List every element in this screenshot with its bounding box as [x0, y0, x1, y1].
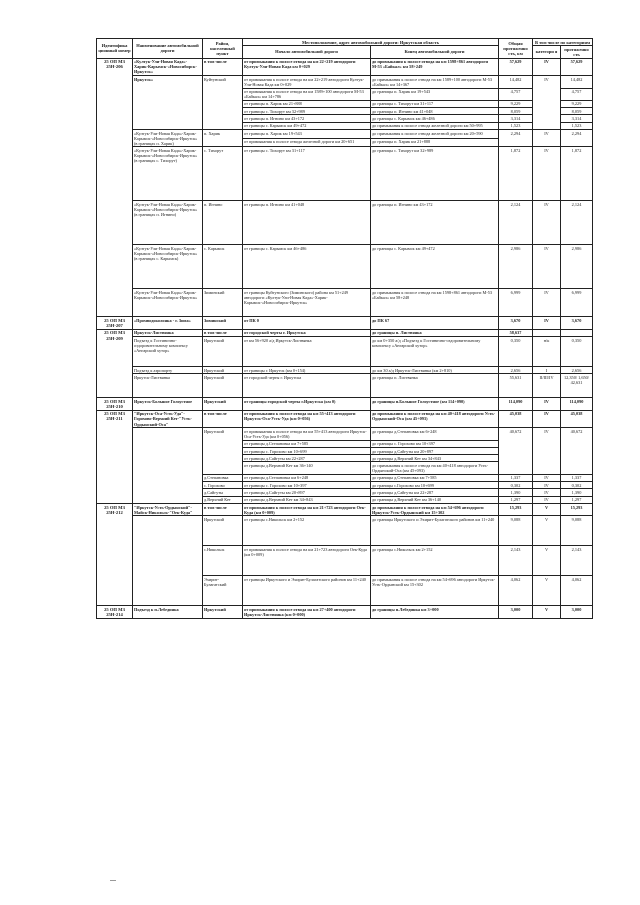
cell-start: от примыкания к полосе отвода железной дороги км 20+651 [243, 138, 371, 147]
cell-length: 1,390 [499, 489, 533, 496]
cell-end: до примыкания к полосе отвода железной дороги км 50+995 [371, 122, 499, 129]
cell-cat: IV [533, 398, 561, 410]
cell-name: "Иркутск-Оса-Усть-Уда"-Горохово-Верхний Кет-"Усть-Ордынский-Оса" [133, 410, 203, 427]
cell-start: от примыкания к полосе отвода на км 1589+100 автодороги М-53 «Байкал» км 14+786 [243, 88, 371, 100]
cell-cat: IV [533, 201, 561, 245]
cell-name: Подъезд к Гостинично-оздоровительному комплексу «Ангарский хутор» [133, 337, 203, 367]
cell-start: от границы д.Сайгуты км 20+897 [243, 489, 371, 496]
cell-catlen: 1,523 [561, 122, 593, 129]
cell-length: 8,059 [499, 108, 533, 115]
cell-length: 1,297 [499, 496, 533, 503]
cell-cat: V [533, 503, 561, 515]
cell-cat: IV [533, 474, 561, 481]
cell-district: д.Степановка [203, 474, 243, 481]
cell-start: от границы с. Тихорут км 31+117 [243, 147, 371, 201]
cell-catlen: 45,038 [561, 410, 593, 427]
cell-catlen: 15,293 [561, 503, 593, 515]
cell-start: от границы п. Харик км 19+543 [243, 130, 371, 139]
cell-name [133, 428, 203, 504]
cell-catlen: 14,482 [561, 76, 593, 88]
cell-name [133, 516, 203, 606]
cell-start: от границы п. Игнино км 43+172 [243, 115, 371, 122]
header-id: Идентифика ционный номер [97, 39, 133, 59]
cell-start: от примыкания к полосе отвода на км 55+413 автодороги Иркутск-Оса-Усть-Уда (км 0+056) [243, 410, 371, 427]
cell-start: от границы с. Карымск км 46+486 [243, 245, 371, 289]
cell-district: Иркутский [203, 428, 243, 475]
cell-district: Куйтунский [203, 76, 243, 130]
cell-catlen: 57,629 [561, 58, 593, 75]
cell-start: от границы п. Харик км 21+888 [243, 100, 371, 107]
cell-catlen: 3,314 [561, 115, 593, 122]
cell-end: до границы с. Тихорут км 32+989 [371, 147, 499, 201]
cell-length: 9,088 [499, 516, 533, 546]
road-id: 25 ОП МЗ 25Н-212 [97, 503, 133, 605]
road-register-table [96, 38, 593, 619]
cell-end: до км 0+350 а/д «Подъезд к Гостинично-оздоровительному комплексу «Ангарский хутор» [371, 337, 499, 367]
cell-length: 0,302 [499, 482, 533, 489]
cell-cat: IV [533, 130, 561, 147]
cell-start: от примыкания к полосе отвода на км 21+723 автодороги Оек-Куда (км 0+009) [243, 503, 371, 515]
cell-cat: IV [533, 76, 561, 130]
cell-end: до границы п. Игнино км 41+048 [371, 108, 499, 115]
cell-district: п. Харик [203, 130, 243, 147]
cell-end: до примыкания к полосе отвода на км 1589+100 автодороги М-53 «Байкал» км 14+367 [371, 76, 499, 88]
table-row [97, 398, 593, 410]
cell-cat: I [533, 367, 561, 374]
cell-start: от примыкания к полосе отвода на км 55+413 автодороги Иркутск-Оса-Усть-Уда (км 0+056) [243, 428, 371, 440]
cell-name: Иркутск-Большое Голоустное [133, 398, 203, 410]
cell-catlen: 1,390 [561, 489, 593, 496]
cell-catlen: 2,124 [561, 201, 593, 245]
cell-catlen: 4,062 [561, 576, 593, 606]
header-name: Наименование автомобильной дороги [133, 39, 203, 59]
cell-cat: IV [533, 317, 561, 329]
cell-end: до границы п. Листвянка [371, 374, 499, 398]
cell-cat [533, 329, 561, 336]
header-end: Конец автомобильной дороги [371, 46, 499, 58]
cell-catlen: 4,757 [561, 88, 593, 100]
cell-start: от границы д.Степановка км 6+248 [243, 474, 371, 481]
cell-length: 2,124 [499, 201, 533, 245]
cell-district: в том числе [203, 410, 243, 427]
cell-cat: н/к [533, 337, 561, 367]
header-location: Местоположение, адрес автомобильной дороги: Иркутская область [243, 39, 499, 46]
cell-district: Иркутский [203, 516, 243, 546]
road-id: 25 ОП МЗ 25Н-207 [97, 317, 133, 329]
cell-end: до границы п. Игнино км 43+172 [371, 201, 499, 245]
document-page [96, 38, 592, 619]
cell-end: до границы п. Листвянка [371, 329, 499, 336]
cell-name: Иркутск» [133, 76, 203, 130]
cell-name: Иркутск-Листвянка [133, 329, 203, 336]
table-row [97, 516, 593, 546]
cell-length: 4,757 [499, 88, 533, 100]
cell-length: 2,986 [499, 245, 533, 289]
cell-district: Иркутский [203, 606, 243, 618]
cell-start: от городской черты г. Иркутска [243, 329, 371, 336]
cell-end: до границы д.Верхний Кет км 34+843 [371, 455, 499, 462]
cell-end: до примыкания к полосе отвода на км 54+696 автодороги Иркутск-Усть-Ордынский км 15+302 [371, 503, 499, 515]
cell-district: Зиминский [203, 289, 243, 317]
road-id: 25 ОП МЗ 25Н-206 [97, 58, 133, 317]
cell-cat: IV [533, 245, 561, 289]
cell-end: до границы п.Лебединка км 3+000 [371, 606, 499, 618]
cell-catlen: 3,000 [561, 606, 593, 618]
cell-end: до границы с. Горохово км 10+397 [371, 440, 499, 447]
cell-catlen: 9,088 [561, 516, 593, 546]
cell-district: д.Верхний Кет [203, 496, 243, 503]
cell-length: 3,000 [499, 606, 533, 618]
cell-name: "Иркутск-Усть-Ордынский"-Майск-Никольск-"Оек-Куда" [133, 503, 203, 515]
cell-district: п. Игнино [203, 201, 243, 245]
cell-name: «Култук-Ули-Новая Када»-Харик-Карымск-«Новосибирск-Иркутск» (в границах с. Тихорут) [133, 147, 203, 201]
cell-cat: V [533, 546, 561, 576]
cell-district: в том числе [203, 329, 243, 336]
cell-start: от границы городской черты г.Иркутска (км 0) [243, 398, 371, 410]
cell-name: «Култук-Ули-Новая Када»-Харик-Карымск-«Новосибирск-Иркутск» [133, 289, 203, 317]
cell-end: до границы с. Тихорут км 31+117 [371, 100, 499, 107]
cell-end: до границы д.Степановка км 7+585 [371, 474, 499, 481]
cell-start: от границы д.Верхний Кет км 36+140 [243, 462, 371, 474]
cell-name: «Култук-Ули-Новая Када»-Харик-Карымск-«Новосибирск-Иркутск» (в границах п. Харик) [133, 130, 203, 147]
cell-district: с. Тихорут [203, 147, 243, 201]
cell-length: 57,629 [499, 58, 533, 75]
cell-start: от примыкания к полосе отвода на км 21+723 автодороги Оек-Куда (км 0+009) [243, 546, 371, 576]
cell-cat: IV [533, 482, 561, 489]
cell-name: «Промводоколонка - г. Зима» [133, 317, 203, 329]
cell-length: 114,090 [499, 398, 533, 410]
cell-district: Иркутский [203, 398, 243, 410]
cell-length: 2,143 [499, 546, 533, 576]
cell-length: 9,229 [499, 100, 533, 107]
cell-end: до границы д.Верхний Кет км 36+140 [371, 496, 499, 503]
road-id: 25 ОП МЗ 25Н-211 [97, 410, 133, 503]
cell-end: до границы п.Большое Голоустное (км 114+090) [371, 398, 499, 410]
cell-end: до примыкания к полосе отвода железной дороги км 20+590 [371, 130, 499, 139]
header-cat: категори я [533, 46, 561, 58]
cell-start: от границы д.Сайгуты км 22+287 [243, 455, 371, 462]
cell-length: 6,999 [499, 289, 533, 317]
table-row [97, 410, 593, 427]
cell-length: 58,637 [499, 329, 533, 336]
cell-name: «Култук-Ули-Новая Када»-Харик-Карымск-«Новосибирск-Иркутск» (в границах п. Игнино) [133, 201, 203, 245]
table-row [97, 503, 593, 515]
cell-start: от примыкания к полосе отвода на км 22+219 автодороги Култук-Ули-Новая Када км 0+029 [243, 58, 371, 75]
cell-start: от границы п. Игнино км 41+048 [243, 201, 371, 245]
cell-cat: V [533, 576, 561, 606]
cell-catlen: 0,350 [561, 337, 593, 367]
cell-start: от км 56+920 а/д Иркутск-Листвянка [243, 337, 371, 367]
road-id: 25 ОП МЗ 25Н-210 [97, 398, 133, 410]
cell-start: от границы д.Степановка км 7+585 [243, 440, 371, 447]
cell-district: д.Сайгуты [203, 489, 243, 496]
cell-district: с. Карымск [203, 245, 243, 289]
table-row [97, 130, 593, 139]
cell-cat: IV [533, 289, 561, 317]
cell-length: 15,293 [499, 503, 533, 515]
cell-cat: IV [533, 489, 561, 496]
cell-start: от границы с. Горохово км 10+699 [243, 447, 371, 454]
cell-length: 3,670 [499, 317, 533, 329]
cell-end: до границы с.Никольск км 2+152 [371, 546, 499, 576]
road-id: 25 ОП МЗ 25Н-209 [97, 329, 133, 398]
table-row [97, 289, 593, 317]
cell-length: 4,062 [499, 576, 533, 606]
cell-length: 1,337 [499, 474, 533, 481]
cell-catlen: 1,297 [561, 496, 593, 503]
cell-district: Иркутский [203, 337, 243, 367]
cell-end: до границы с. Карымск км 46+486 [371, 115, 499, 122]
cell-length: 3,314 [499, 115, 533, 122]
cell-start: от примыкания к полосе отвода на км 22+219 автодороги Култук-Ули-Новая Када км 0+029 [243, 76, 371, 88]
cell-end: до примыкания к полосе отвода на км 40+418 автодороги Усть-Ордынский-Оса (км 45+093) [371, 462, 499, 474]
cell-length: 2,294 [499, 130, 533, 147]
cell-start: от примыкания к полосе отвода на км 27+400 автодороги Иркутск-Листвянка (км 0+000) [243, 606, 371, 618]
cell-district: с. Горохово [203, 482, 243, 489]
cell-start: от городской черты г. Иркутска [243, 374, 371, 398]
cell-start: от ПК 0 [243, 317, 371, 329]
cell-length: 0,350 [499, 337, 533, 367]
cell-name: Иркутск-Листвянка [133, 374, 203, 398]
cell-end: до границы д.Сайгуты км 22+287 [371, 489, 499, 496]
cell-cat: IV [533, 428, 561, 475]
header-incl: В том числе по категориям [533, 39, 593, 46]
table-row [97, 201, 593, 245]
table-row [97, 76, 593, 88]
cell-district: Зиминский [203, 317, 243, 329]
cell-length: 1,872 [499, 147, 533, 201]
cell-start: от границы г. Иркутск (км 0+154) [243, 367, 371, 374]
cell-district: в том числе [203, 503, 243, 515]
cell-catlen: 3,670 [561, 317, 593, 329]
cell-cat: II/III/IV [533, 374, 561, 398]
cell-start: от границы д.Верхний Кет км 34+843 [243, 496, 371, 503]
cell-name: Подъезд к п.Лебединка [133, 606, 203, 618]
table-row [97, 58, 593, 75]
cell-catlen: 2,294 [561, 130, 593, 147]
cell-end: до границы Иркутского и Эхирит-Булагатского районов км 11+240 [371, 516, 499, 546]
cell-cat: V [533, 606, 561, 618]
cell-length: 45,038 [499, 410, 533, 427]
table-row [97, 317, 593, 329]
header-district: Район, населенный пункт [203, 39, 243, 59]
cell-catlen: 2,656 [561, 367, 593, 374]
page-footer-mark [110, 880, 116, 881]
cell-catlen: 8,059 [561, 108, 593, 115]
cell-end: до границы п. Харик км 21+888 [371, 138, 499, 147]
cell-end: до км 30 а/д Иркутск-Листвянка (км 2+810) [371, 367, 499, 374]
cell-end: до границы п. Харик км 19+543 [371, 88, 499, 100]
cell-catlen [561, 329, 593, 336]
cell-catlen: 9,229 [561, 100, 593, 107]
table-row [97, 606, 593, 618]
cell-catlen: 1,872 [561, 147, 593, 201]
header-start: Начало автомобильной дороги [243, 46, 371, 58]
cell-length: 2,656 [499, 367, 533, 374]
cell-start: от границы с. Тихорут км 32+989 [243, 108, 371, 115]
cell-end: до примыкания к полосе отвода на км 54+696 автодороги Иркутск-Усть-Ордынский км 15+302 [371, 576, 499, 606]
cell-catlen: 114,090 [561, 398, 593, 410]
cell-cat: IV [533, 147, 561, 201]
cell-end: до ПК 67 [371, 317, 499, 329]
cell-catlen: 2,986 [561, 245, 593, 289]
cell-district: Иркутский [203, 374, 243, 398]
cell-name: «Култук-Ули-Новая Када»-Харик-Карымск-«Новосибирск-Иркутск» [133, 58, 203, 75]
cell-length: 40,672 [499, 428, 533, 475]
cell-start: от границы с.Никольск км 2+152 [243, 516, 371, 546]
table-row [97, 245, 593, 289]
cell-catlen: 0,302 [561, 482, 593, 489]
cell-start: от границы Иркутского и Эхирит-Булагатского районов км 11+240 [243, 576, 371, 606]
cell-cat: IV [533, 58, 561, 75]
cell-end: до примыкания к полосе отвода на км 1598+861 автодороги М-53 «Байкал» км 58+248 [371, 289, 499, 317]
cell-cat: V [533, 516, 561, 546]
cell-district: Эхирит-Булагатский [203, 576, 243, 606]
header-catlen: протяженно сть [561, 46, 593, 58]
cell-district: в том числе [203, 58, 243, 75]
cell-end: до примыкания к полосе отвода на км 40+418 автодороги Усть-Ордынский-Оса (км 45+093) [371, 410, 499, 427]
cell-end: до границы д.Сайгуты км 20+897 [371, 447, 499, 454]
table-row [97, 367, 593, 374]
cell-cat: IV [533, 496, 561, 503]
cell-end: до примыкания к полосе отвода на км 1598+861 автодороги М-53 «Байкал» км 58+249 [371, 58, 499, 75]
table-row [97, 147, 593, 201]
table-row [97, 329, 593, 336]
cell-start: от границы с. Карымск км 49+472 [243, 122, 371, 129]
cell-catlen: 2,143 [561, 546, 593, 576]
table-row [97, 428, 593, 440]
table-row [97, 374, 593, 398]
cell-district: Иркутский [203, 367, 243, 374]
cell-start: от границы с. Горохово км 10+397 [243, 482, 371, 489]
cell-name: «Култук-Ули-Новая Када»-Харик-Карымск-«Новосибирск-Иркутск» (в границах с. Карымск) [133, 245, 203, 289]
cell-catlen: 1,337 [561, 474, 593, 481]
cell-start: от границы Куйтунского (Зиминского) района км 51+249 автодороги «Култук-Ули-Новая Када»-Харик-Карымск-«Новосибирск-Иркутск» [243, 289, 371, 317]
table-row [97, 337, 593, 367]
cell-length: 1,523 [499, 122, 533, 129]
cell-catlen: 12,350/ 1,650/ 42,631 [561, 374, 593, 398]
cell-length: 55,631 [499, 374, 533, 398]
cell-end: до границы д.Степановка км 6+248 [371, 428, 499, 440]
cell-name: Подъезд к аэропорту [133, 367, 203, 374]
cell-length: 14,482 [499, 76, 533, 88]
cell-cat: IV [533, 410, 561, 427]
cell-end: до границы с. Карымск км 49+472 [371, 245, 499, 289]
cell-district: с.Никольск [203, 546, 243, 576]
road-id: 25 ОП МЗ 25Н-214 [97, 606, 133, 618]
cell-catlen: 6,999 [561, 289, 593, 317]
cell-end: до границы с.Горохово км 10+699 [371, 482, 499, 489]
header-length: Общая протяженно сть, км [499, 39, 533, 59]
cell-catlen: 40,672 [561, 428, 593, 475]
